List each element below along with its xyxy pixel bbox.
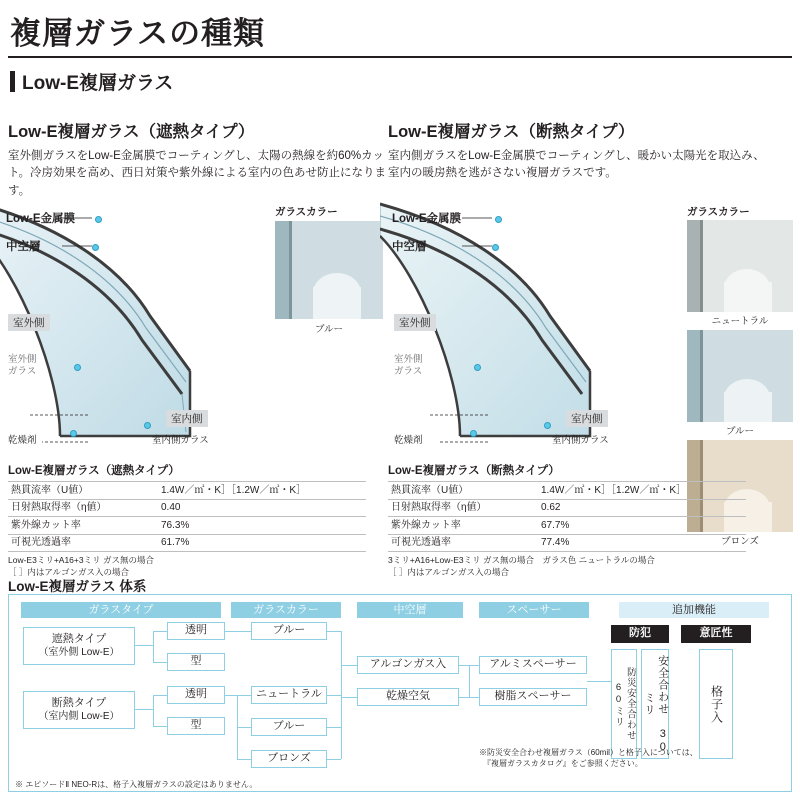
conn-24 [469, 665, 470, 697]
flow-security-main: 安全合わせ 30ミリ [641, 649, 669, 759]
right-swatch-blue [687, 330, 793, 437]
right-dot-indoor-glass [544, 422, 551, 429]
flow-type-1-line2: （室内側 Low-E） [38, 710, 120, 722]
right-spec-k2: 紫外線カット率 [388, 517, 538, 535]
flow-note-1: 『複層ガラスカタログ』をご参照ください。 [479, 759, 643, 768]
left-label-desiccant: 乾燥剤 [8, 435, 37, 446]
right-swatch-bronze-caption: ブロンズ [721, 536, 759, 547]
left-spec-k1: 日射熱取得率（η値） [8, 499, 158, 517]
right-label-indoor: 室内側 [566, 410, 608, 427]
left-dot-air [92, 244, 99, 251]
flow-header-extra: 追加機能 [619, 602, 769, 618]
conn-7 [153, 695, 167, 696]
right-label-lowe-film: Low-E金属膜 [392, 213, 461, 225]
left-spec-v0: 1.4W／㎡・K］［1.2W／㎡・K］ [158, 482, 366, 500]
conn-6 [153, 695, 154, 727]
conn-19 [327, 759, 341, 760]
left-column [8, 118, 388, 200]
right-label-desiccant: 乾燥剤 [394, 435, 423, 446]
conn-13 [237, 727, 251, 728]
flow-note-2: ※ エピソードⅡ NEO-Rは、格子入複層ガラスの設定はありません。 [15, 780, 258, 789]
flow-header-glass-type: ガラスタイプ [21, 602, 221, 618]
left-color-heading: ガラスカラー [275, 206, 338, 218]
table-row [8, 482, 366, 500]
left-label-indoor: 室内側 [166, 410, 208, 427]
flow-spacer-alu: アルミスペーサー [479, 656, 587, 674]
right-spec-v1: 0.62 [538, 499, 746, 517]
flow-title: Low-E複層ガラス 体系 [8, 579, 147, 594]
right-spec-k0: 熱貫流率（U値） [388, 482, 538, 500]
left-label-air-layer: 中空層 [6, 241, 41, 253]
left-body: 室外側ガラスをLow-E金属膜でコーティングし、太陽の熱線を約60%カット。冷房効果を高め、西日対策や紫外線による室内の色あせ防止になります。 [8, 150, 387, 197]
flow-header-glass-color: ガラスカラー [231, 602, 341, 618]
left-spec-v2: 76.3% [158, 517, 366, 535]
left-spec-grid [8, 481, 366, 552]
left-label-lowe-film: Low-E金属膜 [6, 213, 75, 225]
left-spec-note-1: ［ ］内はアルゴンガス入の場合 [8, 567, 130, 578]
left-spec-table [8, 462, 366, 579]
right-spec-v0: 1.4W／㎡・K］［1.2W／㎡・K］ [538, 482, 746, 500]
table-row [388, 499, 746, 517]
left-label-outdoor: 室外側 [8, 314, 50, 331]
right-spec-note-0: 3ミリ+A16+Low-E3ミリ ガス無の場合 ガラス色 ニュートラルの場合 [388, 555, 655, 565]
right-swatch-neutral-svg [687, 220, 793, 312]
left-spec-k0: 熱貫流率（U値） [8, 482, 158, 500]
flow-color-neutral: ニュートラル [251, 686, 327, 704]
right-label-outdoor: 室外側 [394, 314, 436, 331]
flow-color-blue-top: ブルー [251, 622, 327, 640]
right-spec-v3: 77.4% [538, 534, 746, 552]
left-swatch-svg [275, 221, 383, 319]
right-dot-air [492, 244, 499, 251]
left-spec-title: Low-E複層ガラス（遮熱タイプ） [8, 465, 180, 477]
right-column [388, 118, 768, 183]
right-swatch-neutral [687, 220, 793, 327]
flow-type-1-line1: 断熱タイプ [51, 696, 107, 709]
conn-18 [327, 727, 341, 728]
flow-security-sub: 防災安全合わせ 60ミリ [611, 649, 637, 759]
flow-color-bronze: ブロンズ [251, 750, 327, 768]
flow-header-spacer: スペーサー [479, 602, 589, 618]
section-subtitle [10, 68, 173, 95]
header-divider [8, 56, 792, 58]
conn-21 [341, 697, 357, 698]
table-row [8, 517, 366, 535]
left-label-indoor-glass: 室内側ガラス [152, 435, 209, 446]
flow-extra-design-header: 意匠性 [681, 625, 751, 643]
right-swatch-blue-svg [687, 330, 793, 422]
right-color-heading: ガラスカラー [687, 206, 750, 218]
right-dot-lowe [495, 216, 502, 223]
left-spec-k3: 可視光透過率 [8, 534, 158, 552]
table-row [8, 499, 366, 517]
flow-spacer-resin: 樹脂スペーサー [479, 688, 587, 706]
flow-type-0-line2: （室外側 Low-E） [38, 646, 120, 658]
page-title: 複層ガラスの種類 [10, 16, 266, 51]
left-spec-k2: 紫外線カット率 [8, 517, 158, 535]
conn-5 [135, 709, 153, 710]
conn-16 [341, 631, 342, 759]
conn-15 [327, 631, 341, 632]
left-spec-v1: 0.40 [158, 499, 366, 517]
left-spec-v3: 61.7% [158, 534, 366, 552]
conn-1 [135, 645, 153, 646]
right-heading: Low-E複層ガラス（断熱タイプ） [388, 123, 635, 141]
conn-3 [153, 631, 167, 632]
flow-color-blue: ブルー [251, 718, 327, 736]
flow-type-0 [23, 627, 135, 665]
conn-20 [341, 665, 357, 666]
left-spec-note-0: Low-E3ミリ+A16+3ミリ ガス無の場合 [8, 555, 154, 565]
table-row [388, 482, 746, 500]
left-swatch-caption: ブルー [314, 324, 344, 335]
conn-17 [327, 695, 341, 696]
flow-header-air-layer: 中空層 [357, 602, 463, 618]
conn-23 [459, 697, 479, 698]
conn-2 [153, 631, 154, 663]
right-label-air-layer: 中空層 [392, 241, 427, 253]
flow-diagram [8, 594, 792, 792]
right-spec-grid [388, 481, 746, 552]
right-spec-note-1: ［ ］内はアルゴンガス入の場合 [388, 567, 510, 578]
conn-4 [153, 662, 167, 663]
left-label-outdoor-glass: 室外側 ガラス [8, 354, 37, 378]
left-dot-indoor-glass [144, 422, 151, 429]
left-heading: Low-E複層ガラス（遮熱タイプ） [8, 123, 255, 141]
right-swatch-blue-caption: ブルー [725, 426, 755, 437]
right-swatch-neutral-caption: ニュートラル [711, 316, 769, 327]
right-label-indoor-glass: 室内側ガラス [552, 435, 609, 446]
right-dot-outdoor-glass [474, 364, 481, 371]
flow-clear-top: 透明 [167, 622, 225, 640]
conn-8 [153, 726, 167, 727]
conn-10 [225, 695, 237, 696]
conn-12 [237, 695, 251, 696]
left-swatch-blue [275, 221, 383, 335]
conn-14 [237, 759, 251, 760]
conn-25 [587, 681, 611, 682]
right-spec-table [388, 462, 746, 579]
right-spec-v2: 67.7% [538, 517, 746, 535]
table-row [8, 534, 366, 552]
table-row [388, 534, 746, 552]
flow-air-argon: アルゴンガス入 [357, 656, 459, 674]
flow-extra-security-header: 防犯 [611, 625, 669, 643]
subtitle-marker [10, 71, 15, 92]
left-dot-outdoor-glass [74, 364, 81, 371]
right-spec-k1: 日射熱取得率（η値） [388, 499, 538, 517]
subtitle-label: Low-E複層ガラス [22, 73, 174, 94]
flow-air-dry: 乾燥空気 [357, 688, 459, 706]
conn-9 [225, 631, 251, 632]
flow-design-main: 格子入 [699, 649, 733, 759]
flow-type-bottom: 型 [167, 717, 225, 735]
flow-type-top: 型 [167, 653, 225, 671]
flow-type-1 [23, 691, 135, 729]
right-spec-k3: 可視光透過率 [388, 534, 538, 552]
right-spec-title: Low-E複層ガラス（断熱タイプ） [388, 465, 560, 477]
table-row [388, 517, 746, 535]
left-dot-lowe [95, 216, 102, 223]
right-label-outdoor-glass: 室外側 ガラス [394, 354, 423, 378]
flow-clear-bottom: 透明 [167, 686, 225, 704]
flow-type-0-line1: 遮熱タイプ [51, 632, 107, 645]
flow-note-0: ※防災安全合わせ複層ガラス（60mil）と格子入については、 [479, 748, 698, 757]
right-dot-desiccant [470, 430, 477, 437]
right-body: 室内側ガラスをLow-E金属膜でコーティングし、暖かい太陽光を取込み、室内の暖房熱を逃がさない複層ガラスです。 [388, 150, 765, 180]
left-dot-desiccant [70, 430, 77, 437]
